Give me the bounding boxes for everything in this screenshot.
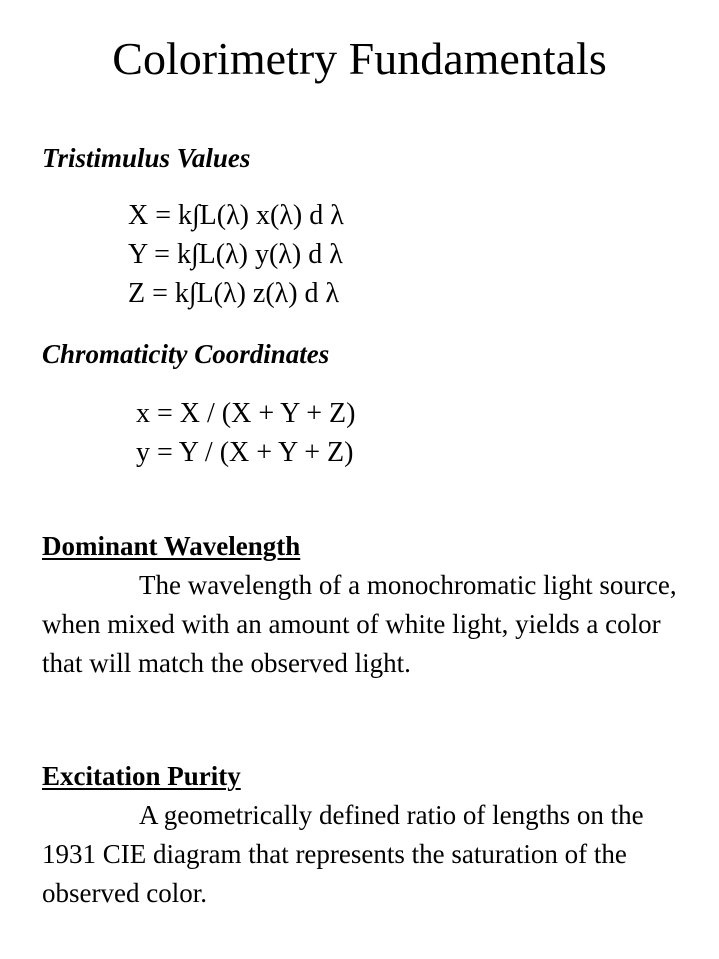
chromaticity-formulas	[136, 394, 356, 472]
excitation-purity-text: A geometrically defined ratio of lengths on the 1931 CIE diagram that represents the saturation of the observed color.	[42, 800, 644, 908]
chromaticity-heading: Chromaticity Coordinates	[42, 339, 330, 369]
page-title: Colorimetry Fundamentals	[112, 33, 607, 84]
formula-y: Y = k∫L(λ) y(λ) d λ	[128, 239, 343, 270]
formula-z: Z = k∫L(λ) z(λ) d λ	[128, 278, 340, 309]
dominant-wavelength-text: The wavelength of a monochromatic light source, when mixed with an amount of white light, yields a color that will match the observed light.	[42, 570, 677, 678]
excitation-purity-heading: Excitation Purity	[42, 761, 241, 791]
tristimulus-formulas	[128, 196, 344, 313]
formula-chroma-y: y = Y / (X + Y + Z)	[136, 437, 354, 468]
dominant-wavelength-section	[42, 527, 692, 683]
formula-chroma-x: x = X / (X + Y + Z)	[136, 398, 356, 429]
excitation-purity-section	[42, 757, 692, 913]
dominant-wavelength-heading: Dominant Wavelength	[42, 531, 301, 561]
tristimulus-heading: Tristimulus Values	[42, 143, 251, 173]
formula-x: X = k∫L(λ) x(λ) d λ	[128, 200, 344, 231]
